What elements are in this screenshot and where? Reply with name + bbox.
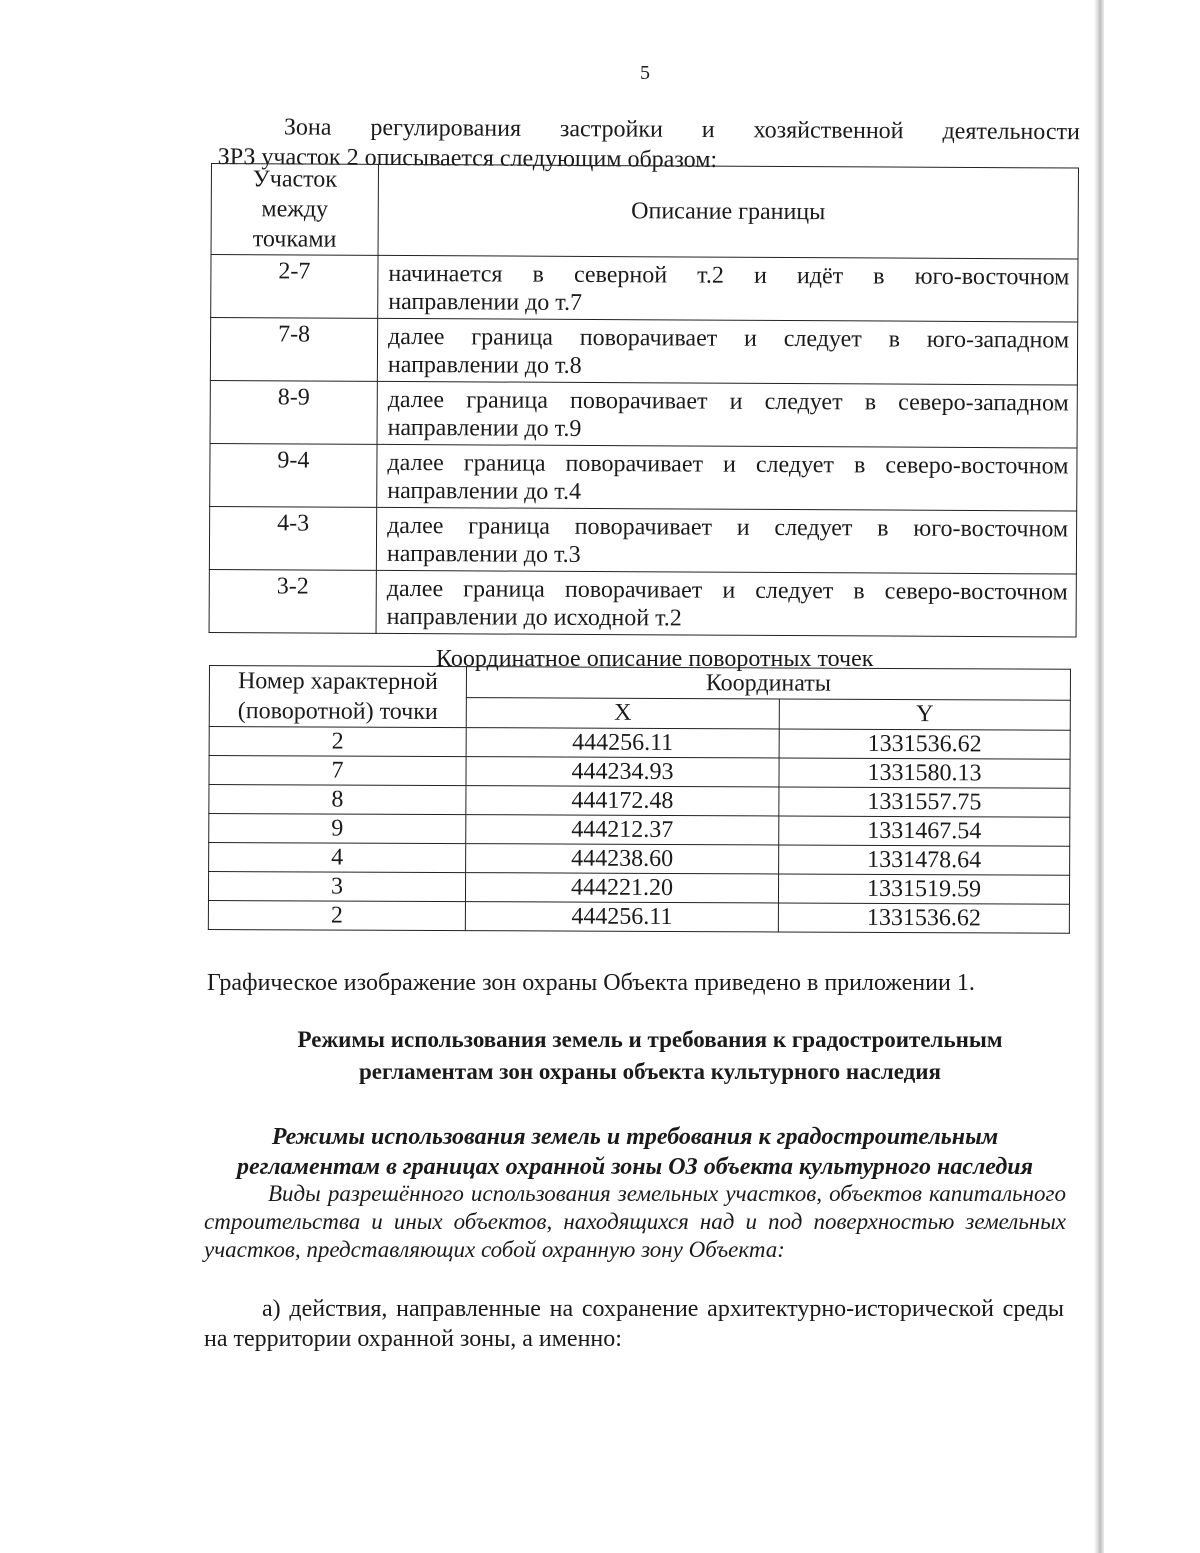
- x-cell: 444212.37: [466, 815, 779, 845]
- table-row: [209, 814, 1070, 847]
- coordinates-table: [208, 665, 1071, 934]
- y-cell: 1331580.13: [779, 758, 1070, 788]
- description-cell: далее граница поворачивает и следует в юго-западном направлении до т.8: [377, 318, 1077, 385]
- y-cell: 1331467.54: [779, 816, 1070, 846]
- description-cell: начинается в северной т.2 и идёт в юго-восточном направлении до т.7: [378, 255, 1078, 322]
- segment-cell: 8-9: [210, 380, 377, 444]
- segment-cell: 4-3: [209, 506, 376, 570]
- table-row: [210, 443, 1077, 511]
- intro-word: застройки: [559, 116, 663, 143]
- point-cell: 2: [209, 727, 466, 757]
- point-cell: 3: [208, 872, 465, 902]
- x-cell: 444238.60: [466, 844, 779, 874]
- point-cell: 4: [209, 843, 466, 873]
- segment-cell: 2-7: [211, 255, 378, 319]
- header-segment: Участок между точками: [211, 164, 378, 256]
- intro-line-2: ЗРЗ участок 2 описывается следующим образом:: [217, 143, 718, 174]
- graphic-note: Графическое изображение зон охраны Объекта приведено в приложении 1.: [207, 970, 975, 996]
- header-point-number: Номер характерной (поворотной) точки: [209, 666, 466, 728]
- point-cell: 2: [208, 900, 465, 930]
- x-cell: 444221.20: [465, 873, 778, 903]
- table-row: [209, 506, 1076, 574]
- point-cell: 7: [209, 756, 466, 786]
- description-cell: далее граница поворачивает и следует в северо-восточном направлении до т.4: [377, 444, 1077, 511]
- table-row: [208, 872, 1069, 905]
- table-row: [209, 569, 1076, 637]
- table-header-row: [211, 164, 1078, 260]
- subsection-body: Виды разрешённого использования земельных участков, объектов капитального строительства и иных объектов, находящихся над и под поверхностью земельных участков, представляющих собой охранную зону Объекта:: [204, 1181, 1066, 1262]
- page-number: 5: [640, 62, 650, 84]
- intro-word: регулирования: [370, 114, 522, 142]
- y-cell: 1331536.62: [779, 729, 1070, 759]
- intro-word: деятельности: [942, 118, 1080, 146]
- coord-table-title: Координатное описание поворотных точек: [436, 646, 874, 672]
- header-coordinates: Координаты: [466, 667, 1070, 700]
- description-cell: далее граница поворачивает и следует в северо-западном направлении до т.9: [377, 381, 1077, 448]
- description-cell: далее граница поворачивает и следует в юго-восточном направлении до т.3: [376, 507, 1076, 574]
- segment-cell: 3-2: [209, 569, 376, 633]
- boundary-description-table: [209, 163, 1079, 638]
- segment-cell: 9-4: [210, 443, 377, 507]
- header-description: Описание границы: [378, 164, 1078, 259]
- table-row: [209, 843, 1070, 876]
- x-cell: 444172.48: [466, 786, 779, 816]
- table-row: [208, 900, 1069, 933]
- point-cell: 8: [209, 785, 466, 815]
- x-cell: 444256.11: [465, 902, 778, 932]
- intro-word: и: [701, 116, 715, 144]
- y-cell: 1331557.75: [779, 787, 1070, 817]
- intro-word: Зона: [283, 114, 332, 141]
- intro-word: хозяйственной: [753, 117, 904, 145]
- table-row: [211, 255, 1078, 323]
- header-x: X: [466, 697, 779, 729]
- x-cell: 444256.11: [466, 728, 779, 758]
- table-row: [210, 380, 1077, 448]
- header-y: Y: [779, 698, 1070, 730]
- y-cell: 1331478.64: [779, 845, 1070, 875]
- paragraph-a: а) действия, направленные на сохранение архитектурно-исторической среды на территории охранной зоны, а именно:: [204, 1296, 1064, 1352]
- section-title: Режимы использования земель и требования к градостроительным регламентам зон охраны объекта культурного наследия: [297, 1027, 1003, 1084]
- subsection-title: Режимы использования земель и требования к градостроительным регламентам в границах охранной зоны ОЗ объекта культурного наследия: [237, 1124, 1033, 1180]
- table-row: [209, 727, 1070, 760]
- y-cell: 1331519.59: [778, 874, 1069, 904]
- table-row: [209, 756, 1070, 789]
- x-cell: 444234.93: [466, 757, 779, 787]
- description-cell: далее граница поворачивает и следует в северо-восточном направлении до исходной т.2: [376, 570, 1076, 637]
- scan-page-edge: [1094, 0, 1104, 1553]
- y-cell: 1331536.62: [778, 903, 1069, 933]
- table-header-row: [209, 666, 1070, 700]
- point-cell: 9: [209, 814, 466, 844]
- segment-cell: 7-8: [210, 318, 377, 382]
- table-row: [209, 785, 1070, 818]
- table-row: [210, 318, 1077, 386]
